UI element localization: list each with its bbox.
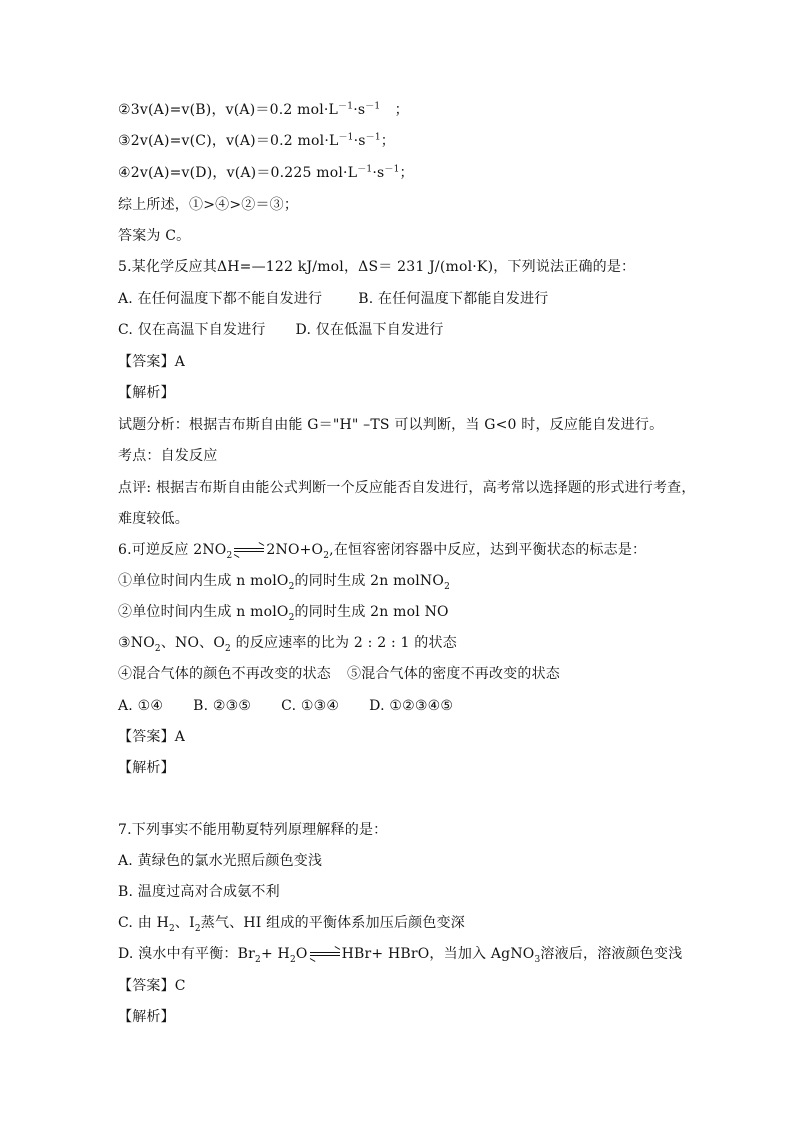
question-7: 7.下列事实不能用勒夏特列原理解释的是： — [118, 822, 388, 838]
text: 的反应速率的比为 2 : 2 : 1 的状态 — [230, 635, 457, 651]
superscript: －1 — [338, 101, 354, 112]
text: ·s — [353, 102, 366, 118]
text: ·s — [372, 165, 385, 181]
q5-comment-cont: 难度较低。 — [118, 511, 189, 527]
option-d: D. ①②③④⑤ — [369, 698, 454, 714]
subscript: 2 — [288, 612, 295, 623]
text: ； — [380, 133, 395, 149]
q7-option-b: B. 温度过高对合成氨不利 — [118, 884, 280, 900]
text: ； — [380, 102, 409, 118]
equilibrium-arrow-icon — [310, 949, 340, 959]
text: O — [295, 946, 308, 962]
q5-analysis: 试题分析：根据吉布斯自由能 G＝"H" –TS 可以判断，当 G<0 时，反应能自发进行。 — [118, 417, 664, 433]
q5-topic: 考点：自发反应 — [118, 448, 218, 464]
rate-line-4 — [118, 163, 414, 183]
option-b: B. ②③⑤ — [193, 698, 252, 714]
text: ,在恒容密闭容器中反应，达到平衡状态的标志是： — [329, 542, 647, 558]
text: 的同时生成 2n mol NO — [294, 604, 449, 620]
question-5: 5.某化学反应其ΔH=—122 kJ/mol，ΔS＝ 231 J/(mol·K)，下列说法正确的是： — [118, 259, 636, 275]
text: 2NO+O — [266, 542, 324, 558]
subscript: 3 — [534, 954, 541, 965]
text: C. 由 H — [118, 915, 169, 931]
text: ； — [399, 165, 414, 181]
option-d: D. 仅在低温下自发进行 — [295, 322, 444, 338]
subscript: 2 — [289, 954, 296, 965]
q5-options-cd — [118, 320, 444, 340]
text: ③NO — [118, 635, 155, 651]
q6-analysis-heading: 【解析】 — [118, 760, 175, 776]
text: HBr+ HBrO，当加入 AgNO — [341, 946, 535, 962]
q5-comment: 点评: 根据吉布斯自由能公式判断一个反应能否自发进行，高考常以选择题的形式进行考查， — [118, 480, 696, 496]
text: ①单位时间内生成 n molO — [118, 573, 289, 589]
text: 溶液后，溶液颜色变浅 — [540, 946, 683, 962]
q7-option-d — [118, 944, 682, 964]
item-4: ④混合气体的颜色不再改变的状态 — [118, 666, 331, 682]
option-c: C. 仅在高温下自发进行 — [118, 322, 266, 338]
superscript: －1 — [357, 164, 373, 175]
text: + H — [260, 946, 290, 962]
summary-line: 综上所述，①>④>②＝③； — [118, 197, 299, 213]
text: 的同时生成 2n molNO — [294, 573, 445, 589]
option-a: A. 在任何温度下都不能自发进行 — [118, 291, 323, 307]
text: ④2v(A)=v(D)，v(A)＝0.225 mol·L — [118, 165, 358, 181]
q7-option-a: A. 黄绿色的氯水光照后颜色变浅 — [118, 853, 323, 869]
text: ②3v(A)=v(B)，v(A)＝0.2 mol·L — [118, 102, 339, 118]
subscript: 2 — [226, 550, 233, 561]
subscript: 2 — [288, 581, 295, 592]
q6-answer: 【答案】A — [118, 729, 186, 745]
text: 、I — [174, 915, 195, 931]
q6-items-4-5 — [118, 664, 560, 684]
option-b: B. 在任何温度下都能自发进行 — [358, 291, 549, 307]
subscript: 2 — [444, 581, 450, 592]
q6-item-3 — [118, 633, 457, 653]
q6-item-1 — [118, 571, 450, 591]
text: 、NO、O — [160, 635, 226, 651]
q7-analysis-heading: 【解析】 — [118, 1009, 175, 1025]
text: D. 溴水中有平衡：Br — [118, 946, 256, 962]
superscript: －1 — [365, 101, 381, 112]
text: ②单位时间内生成 n molO — [118, 604, 289, 620]
q6-options — [118, 696, 453, 716]
equilibrium-arrow-icon — [234, 545, 264, 555]
text: ③2v(A)=v(C)，v(A)＝0.2 mol·L — [118, 133, 339, 149]
subscript: 2 — [225, 643, 231, 654]
q5-answer: 【答案】A — [118, 354, 186, 370]
option-a: A. ①④ — [118, 698, 164, 714]
answer-line: 答案为 C。 — [118, 228, 191, 244]
superscript: －1 — [384, 164, 400, 175]
option-c: C. ①③④ — [281, 698, 340, 714]
rate-line-3 — [118, 131, 395, 151]
q5-options-ab — [118, 289, 548, 309]
text: 蒸气、HI 组成的平衡体系加压后颜色变深 — [200, 915, 465, 931]
subscript: 2 — [194, 923, 201, 934]
q6-item-2 — [118, 602, 449, 622]
subscript: 2 — [255, 954, 261, 965]
text: 6.可逆反应 2NO — [118, 542, 227, 558]
superscript: －1 — [338, 132, 354, 143]
superscript: －1 — [365, 132, 381, 143]
text: ·s — [353, 133, 366, 149]
subscript: 2 — [323, 550, 330, 561]
item-5: ⑤混合气体的密度不再改变的状态 — [347, 666, 560, 682]
subscript: 2 — [168, 923, 175, 934]
q5-analysis-heading: 【解析】 — [118, 385, 175, 401]
q7-option-c — [118, 913, 465, 933]
subscript: 2 — [154, 643, 161, 654]
q7-answer: 【答案】C — [118, 978, 186, 994]
rate-line-2 — [118, 100, 409, 120]
question-6 — [118, 540, 646, 560]
